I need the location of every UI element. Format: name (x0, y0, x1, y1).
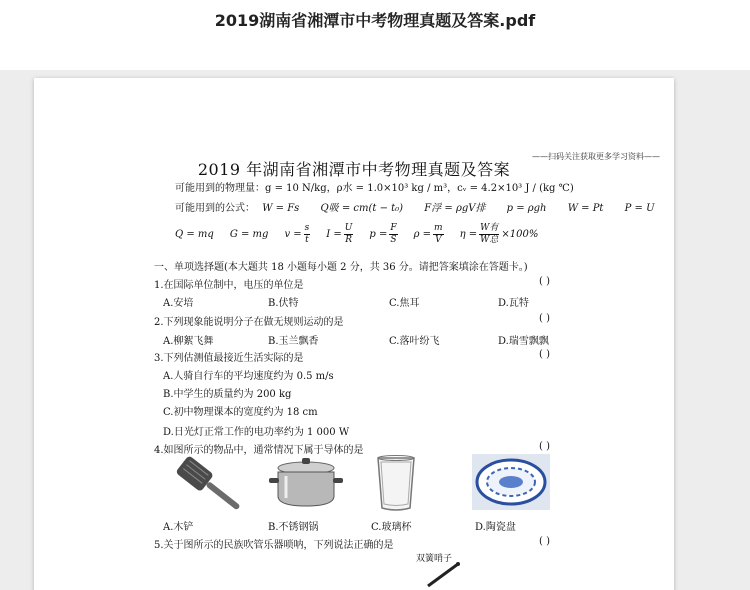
document-title: 2019 年湖南省湘潭市中考物理真题及答案 (197, 160, 511, 179)
question-2-option-c: C.落叶纷飞 (389, 336, 440, 347)
formula-efficiency-fraction (479, 223, 499, 246)
question-1-option-c: C.焦耳 (389, 298, 420, 309)
formula-power: P = U (624, 203, 655, 214)
question-1-option-a: A.安培 (163, 298, 194, 309)
efficiency-denominator: W总 (480, 234, 499, 245)
pressure-denominator: S (390, 234, 397, 245)
watermark-line-right: —— (644, 152, 660, 161)
question-4-option-d: D.陶瓷盘 (475, 522, 516, 533)
formulas-label: 可能用到的公式： (175, 203, 255, 214)
question-3-option-d: D.日光灯正常工作的电功率约为 1 000 W (163, 427, 350, 438)
question-4-stem: 4.如图所示的物品中，通常情况下属于导体的是 (154, 445, 364, 456)
formula-heat: Q吸 = cm(t − t₀) (320, 203, 404, 214)
suona-reed-image (422, 562, 462, 590)
file-title: 2019湖南省湘潭市中考物理真题及答案.pdf (214, 11, 536, 30)
question-4-answer-box: ( ) (539, 441, 550, 452)
pressure-numerator: F (390, 222, 397, 233)
density-denominator: V (435, 234, 442, 245)
question-2-option-a: A.柳絮飞舞 (163, 336, 214, 347)
porcelain-plate-image (472, 454, 550, 510)
pdf-page[interactable] (34, 78, 674, 590)
formula-current-lhs: I = (326, 228, 342, 240)
formulas-line-2 (175, 220, 538, 248)
question-5-answer-box: ( ) (539, 536, 550, 547)
formula-efficiency-lhs: η = (459, 228, 478, 240)
glass-cup-image (372, 454, 420, 514)
formula-fuel-heat: Q = mq (175, 228, 214, 240)
formula-current-fraction (344, 223, 354, 246)
section-heading: 一、单项选择题(本大题共 18 小题每小题 2 分，共 36 分。请把答案填涂在答题卡。) (154, 262, 528, 273)
question-2-answer-box: ( ) (539, 313, 550, 324)
question-4-option-a: A.木铲 (163, 522, 194, 533)
physics-quantities: 可能用到的物理量：g = 10 N/kg，ρ水 = 1.0×10³ kg / m³，cᵥ = 4.2×10³ J / (kg ℃) (175, 183, 574, 194)
question-1-answer-box: ( ) (539, 276, 550, 287)
formula-energy: W = Pt (567, 203, 604, 214)
formula-efficiency-tail: ×100% (501, 228, 539, 240)
formula-density-fraction (433, 223, 444, 246)
efficiency-numerator: W有 (480, 222, 499, 233)
speed-numerator: s (304, 222, 310, 233)
density-numerator: m (434, 222, 443, 233)
formula-speed-lhs: v = (284, 228, 302, 240)
wooden-spatula-image (166, 456, 246, 514)
question-2-option-b: B.玉兰飘香 (268, 336, 319, 347)
formulas-line-1 (175, 199, 655, 214)
question-4-option-b: B.不锈钢锅 (268, 522, 319, 533)
current-numerator: U (344, 222, 353, 233)
question-2-stem: 2.下列现象能说明分子在做无规则运动的是 (154, 317, 344, 328)
question-3-answer-box: ( ) (539, 349, 550, 360)
suona-figure-label: 双簧哨子 (416, 554, 453, 564)
viewer-toolbar (0, 0, 750, 70)
question-2-option-d: D.瑞雪飘飘 (498, 336, 549, 347)
steel-pot-image (266, 454, 346, 510)
formula-gravity: G = mg (229, 228, 269, 240)
speed-denominator: t (305, 234, 309, 245)
formula-buoyancy: F浮 = ρgV排 (424, 203, 486, 214)
formula-liquid-pressure: p = ρgh (506, 203, 547, 214)
formula-speed-fraction (304, 223, 311, 246)
current-denominator: R (345, 234, 352, 245)
watermark-line-left: —— (532, 152, 548, 161)
question-3-option-c: C.初中物理课本的宽度约为 18 cm (163, 407, 318, 418)
formula-density-lhs: ρ = (413, 228, 432, 240)
formula-work: W = Fs (262, 203, 300, 214)
question-1-option-d: D.瓦特 (498, 298, 529, 309)
question-3-option-b: B.中学生的质量约为 200 kg (163, 389, 292, 400)
question-1-stem: 1.在国际单位制中，电压的单位是 (154, 280, 304, 291)
question-4-option-c: C.玻璃杯 (371, 522, 412, 533)
formula-pressure-fraction (389, 223, 397, 246)
question-5-stem: 5.关于图所示的民族吹管乐器唢呐，下列说法正确的是 (154, 540, 394, 551)
question-3-option-a: A.人骑自行车的平均速度约为 0.5 m/s (163, 371, 334, 382)
formula-pressure-lhs: p = (369, 228, 388, 240)
question-1-option-b: B.伏特 (268, 298, 299, 309)
question-3-stem: 3.下列估测值最接近生活实际的是 (154, 353, 304, 364)
watermark-label: 扫码关注获取更多学习资料 (548, 152, 644, 161)
